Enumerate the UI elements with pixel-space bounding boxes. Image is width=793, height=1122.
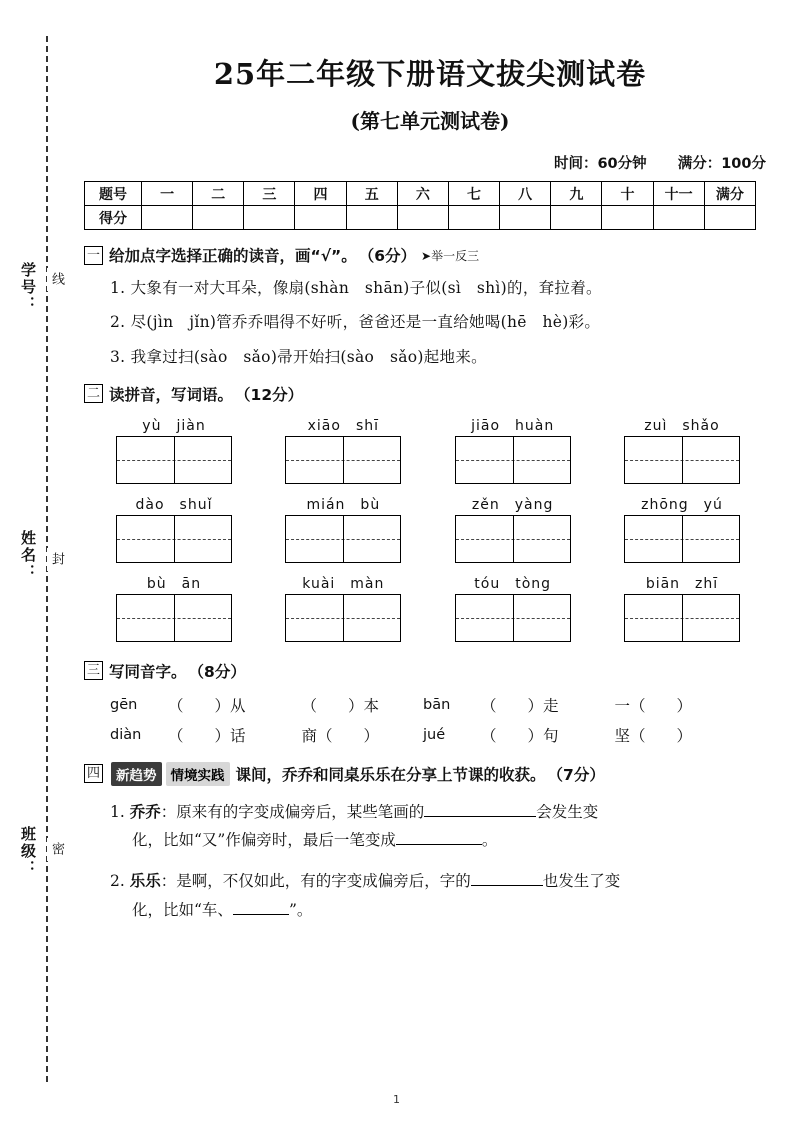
score-value-cell[interactable] — [653, 206, 704, 230]
pinyin-text: biān zhī — [645, 575, 719, 592]
score-header-cell: 四 — [295, 182, 346, 206]
dialogue-text: 会发生变 — [536, 802, 599, 821]
section-number: 二 — [84, 384, 103, 403]
dialogue-text: 化，比如“又”作偏旁时，最后一笔变成 — [132, 831, 396, 850]
page-title: 25年二年级下册语文拔尖测试卷 — [213, 57, 647, 91]
score-header-cell: 六 — [397, 182, 448, 206]
left-margin-strip — [0, 0, 72, 1122]
answer-blank[interactable] — [424, 801, 536, 817]
dialogue-text: ：是啊，不仅如此，有的字变成偏旁后，字的 — [160, 872, 471, 891]
pinyin-text: kuài màn — [302, 575, 385, 592]
question-item: 2. 尽(jìn jǐn)管乔乔唱得不好听，爸爸还是一直给她喝(hē hè)彩。 — [110, 313, 601, 332]
score-value-cell: 得分 — [85, 206, 142, 230]
score-value-cell[interactable] — [295, 206, 346, 230]
pinyin-text: bù ān — [146, 575, 202, 592]
pinyin-cell — [447, 415, 579, 484]
pinyin-cell — [108, 415, 240, 484]
score-header-cell: 三 — [244, 182, 295, 206]
pinyin-cell — [277, 494, 409, 563]
section-title: 读拼音，写词语。 — [109, 385, 234, 404]
score-value-cell[interactable] — [346, 206, 397, 230]
dialogue-text: 化，比如“车、 — [132, 900, 233, 919]
speaker-name: 乐乐 — [129, 872, 161, 891]
section-number: 三 — [84, 661, 103, 680]
section-one-header — [84, 244, 780, 266]
pinyin-cell — [277, 415, 409, 484]
dialogue-index: 1. — [110, 802, 125, 821]
pinyin-cell — [616, 494, 748, 563]
writing-box[interactable] — [285, 436, 401, 484]
secret-label: 密 — [47, 838, 66, 861]
pinyin-cell — [616, 415, 748, 484]
score-value-cell[interactable] — [142, 206, 193, 230]
pinyin-text: gēn — [110, 696, 138, 713]
exam-total: 满分：100分 — [677, 156, 766, 172]
pinyin-text: tóu tòng — [474, 575, 552, 592]
score-value-cell[interactable] — [704, 206, 755, 230]
score-value-cell[interactable] — [244, 206, 295, 230]
dialogue-text: 。 — [481, 831, 498, 850]
pinyin-text: yù jiàn — [142, 417, 206, 434]
pinyin-cell — [108, 573, 240, 642]
section-title: 课间，乔乔和同桌乐乐在分享上节课的收获。 — [235, 765, 546, 784]
section-three-header — [84, 660, 780, 682]
section-four-header — [84, 762, 780, 786]
table-row — [85, 182, 756, 206]
exam-content — [80, 0, 780, 924]
answer-blank[interactable] — [396, 829, 482, 845]
section-hint: ➤举一反三 — [421, 248, 480, 263]
writing-box[interactable] — [116, 436, 232, 484]
answer-blank[interactable] — [471, 870, 543, 886]
score-header-cell: 题号 — [85, 182, 142, 206]
pinyin-row — [108, 415, 748, 484]
pinyin-text: diàn — [110, 726, 142, 743]
writing-box[interactable] — [624, 515, 740, 563]
score-header-cell: 八 — [500, 182, 551, 206]
pinyin-text: xiāo shī — [307, 417, 380, 434]
score-header-cell: 九 — [551, 182, 602, 206]
class-label: 班级： — [19, 826, 37, 877]
score-header-cell: 十一 — [653, 182, 704, 206]
writing-box[interactable] — [455, 594, 571, 642]
section-title: 写同音字。 — [109, 662, 187, 681]
pinyin-cell — [616, 573, 748, 642]
writing-box[interactable] — [116, 594, 232, 642]
answer-blank[interactable]: 坚（ ） — [614, 726, 693, 745]
pinyin-text: jué — [423, 726, 446, 743]
section-two — [80, 383, 780, 642]
pinyin-text: zuì shǎo — [644, 417, 720, 434]
dialogue-index: 2. — [110, 872, 125, 891]
table-row — [110, 694, 780, 716]
section-number: 四 — [84, 764, 103, 783]
score-header-cell: 二 — [193, 182, 244, 206]
exam-meta — [80, 152, 780, 173]
new-trend-tag: 新趋势 — [111, 762, 162, 786]
section-score: （12分） — [235, 385, 304, 404]
answer-blank[interactable]: （ ）句 — [481, 726, 559, 745]
score-header-cell: 七 — [448, 182, 499, 206]
score-value-cell[interactable] — [602, 206, 653, 230]
writing-box[interactable] — [455, 515, 571, 563]
question-item: 3. 我拿过扫(sào sǎo)帚开始扫(sào sǎo)起地来。 — [110, 347, 487, 366]
dialogue-text: ：原来有的字变成偏旁后，某些笔画的 — [160, 802, 425, 821]
section-four — [80, 762, 780, 925]
score-value-cell[interactable] — [193, 206, 244, 230]
page-subtitle: (第七单元测试卷) — [350, 109, 510, 133]
section-score: （7分） — [547, 765, 605, 784]
pinyin-row — [108, 573, 748, 642]
page-number: 1 — [393, 1093, 400, 1106]
section-number: 一 — [84, 246, 103, 265]
student-name-label: 姓名： — [19, 530, 37, 581]
pinyin-cell — [277, 573, 409, 642]
question-item: 1. 大象有一对大耳朵，像扇(shàn shān)子似(sì shì)的，耷拉着。 — [110, 279, 602, 297]
score-header-cell: 一 — [142, 182, 193, 206]
answer-blank[interactable]: （ ）走 — [481, 696, 559, 715]
score-value-cell[interactable] — [397, 206, 448, 230]
answer-blank[interactable]: （ ）本 — [301, 696, 380, 715]
dialogue-item — [110, 798, 780, 855]
speaker-name: 乔乔 — [129, 802, 161, 821]
answer-blank[interactable]: （ ）话 — [168, 726, 246, 745]
dialogue-item — [110, 867, 780, 924]
writing-box[interactable] — [455, 436, 571, 484]
dialogue-text: 也发生了变 — [542, 872, 621, 891]
pinyin-cell — [447, 494, 579, 563]
score-table — [84, 181, 756, 230]
section-three — [80, 660, 780, 746]
pinyin-text: zěn yàng — [471, 496, 554, 513]
pinyin-text: zhōng yú — [641, 496, 723, 513]
line-label: 线 — [47, 268, 66, 291]
pinyin-text: jiāo huàn — [471, 417, 555, 434]
pinyin-text: dào shuǐ — [135, 496, 213, 513]
writing-box[interactable] — [285, 594, 401, 642]
student-id-label: 学号： — [19, 262, 37, 313]
writing-box[interactable] — [116, 515, 232, 563]
dialogue-text: ”。 — [288, 900, 313, 919]
writing-box[interactable] — [624, 594, 740, 642]
table-row — [85, 206, 756, 230]
score-value-cell[interactable] — [500, 206, 551, 230]
answer-blank[interactable]: （ ）从 — [168, 696, 246, 715]
score-header-cell: 十 — [602, 182, 653, 206]
table-row — [110, 724, 780, 746]
section-one — [80, 244, 780, 369]
score-value-cell[interactable] — [448, 206, 499, 230]
answer-blank[interactable]: 一（ ） — [614, 696, 693, 715]
answer-blank[interactable] — [233, 899, 289, 915]
pinyin-row — [108, 494, 748, 563]
answer-blank[interactable]: 商（ ） — [301, 726, 380, 745]
scenario-practice-tag: 情境实践 — [166, 762, 230, 786]
score-value-cell[interactable] — [551, 206, 602, 230]
section-score: （8分） — [188, 662, 246, 681]
score-header-cell: 五 — [346, 182, 397, 206]
writing-box[interactable] — [285, 515, 401, 563]
pinyin-cell — [108, 494, 240, 563]
section-two-header — [84, 383, 780, 405]
pinyin-text: mián bù — [306, 496, 381, 513]
pinyin-cell — [447, 573, 579, 642]
seal-label: 封 — [47, 548, 66, 571]
score-header-cell: 满分 — [704, 182, 755, 206]
homophone-exercise — [110, 694, 780, 746]
writing-box[interactable] — [624, 436, 740, 484]
section-title: 给加点字选择正确的读音，画“√”。 — [109, 247, 357, 265]
section-score: （6分） — [358, 247, 417, 265]
exam-time: 时间：60分钟 — [553, 156, 647, 172]
pinyin-text: bān — [423, 696, 451, 713]
